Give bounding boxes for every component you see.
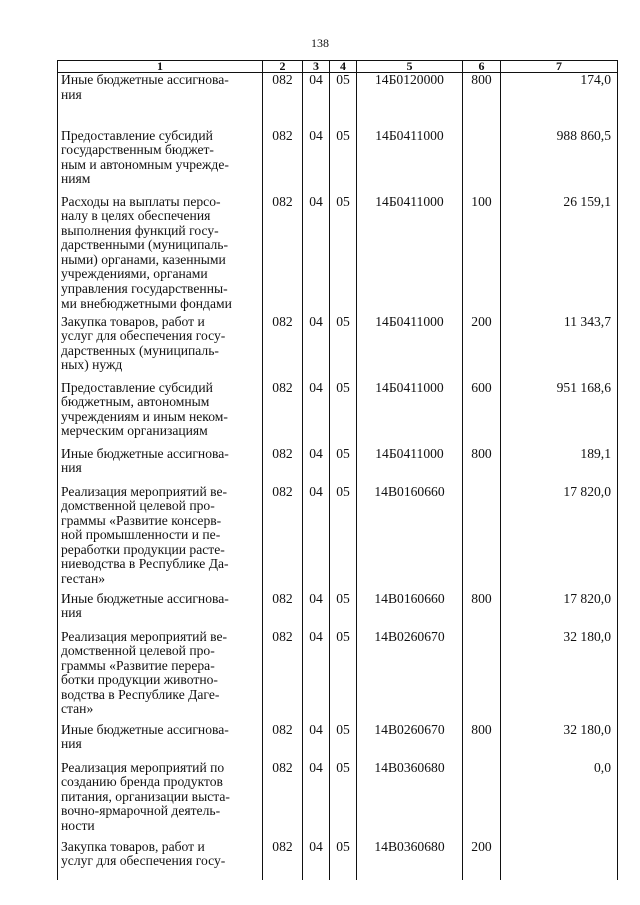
table-row [58, 381, 618, 447]
cell-expense-type [463, 761, 501, 840]
description-line: водства в Республике Даге- [61, 686, 220, 702]
table-body [58, 73, 618, 880]
cell-pr: 05 [330, 723, 357, 761]
cell-target-article: 14Б0120000 [357, 73, 463, 129]
cell-rz: 04 [303, 630, 330, 723]
cell-expense-type: 200 [463, 315, 501, 381]
description-line: ми внебюджетными фондами [61, 295, 232, 311]
description-line: ния [61, 605, 82, 621]
cell-target-article: 14В0360680 [357, 761, 463, 840]
row-description [58, 129, 263, 195]
header-col-1: 1 [58, 61, 263, 73]
description-line: Предоставление субсидий [61, 379, 213, 395]
description-line: реработки продукции расте- [61, 541, 225, 557]
budget-table [57, 60, 618, 880]
cell-expense-type [463, 485, 501, 592]
description-line: ной промышленности и пе- [61, 527, 221, 543]
description-line: Реализация мероприятий ве- [61, 483, 228, 499]
description-line: гестан» [61, 571, 106, 587]
row-description [58, 381, 263, 447]
description-line: Закупка товаров, работ и [61, 838, 205, 854]
cell-pr: 05 [330, 195, 357, 315]
description-line: ния [61, 460, 82, 476]
cell-amount: 17 820,0 [501, 485, 618, 592]
cell-amount: 0,0 [501, 761, 618, 840]
description-line: ниеводства в Республике Да- [61, 556, 229, 572]
cell-rz: 04 [303, 381, 330, 447]
description-line: Иные бюджетные ассигнова- [61, 721, 229, 737]
description-line: бюджетным, автономным [61, 394, 210, 410]
cell-rz: 04 [303, 447, 330, 485]
description-line: Иные бюджетные ассигнова- [61, 445, 229, 461]
cell-gr: 082 [263, 447, 303, 485]
header-col-4: 4 [330, 61, 357, 73]
cell-rz: 04 [303, 73, 330, 129]
row-description [58, 195, 263, 315]
cell-amount: 32 180,0 [501, 630, 618, 723]
table-row [58, 630, 618, 723]
cell-amount: 988 860,5 [501, 129, 618, 195]
description-line: ния [61, 736, 82, 752]
cell-rz: 04 [303, 761, 330, 840]
row-description [58, 630, 263, 723]
description-line: ными) органами, казенными [61, 251, 226, 267]
description-line: учреждениям и иным неком- [61, 408, 228, 424]
cell-gr: 082 [263, 195, 303, 315]
row-description [58, 315, 263, 381]
cell-gr: 082 [263, 723, 303, 761]
cell-target-article: 14Б0411000 [357, 195, 463, 315]
cell-gr: 082 [263, 129, 303, 195]
header-col-7: 7 [501, 61, 618, 73]
cell-amount: 174,0 [501, 73, 618, 129]
header-col-2: 2 [263, 61, 303, 73]
description-line: Реализация мероприятий ве- [61, 628, 228, 644]
row-description [58, 761, 263, 840]
cell-gr: 082 [263, 630, 303, 723]
cell-target-article: 14В0160660 [357, 592, 463, 630]
description-line: ных) нужд [61, 357, 123, 373]
header-col-6: 6 [463, 61, 501, 73]
cell-target-article: 14Б0411000 [357, 315, 463, 381]
page-number: 138 [311, 36, 329, 50]
description-line: мерческим организациям [61, 423, 208, 439]
cell-rz: 04 [303, 485, 330, 592]
description-line: ности [61, 817, 95, 833]
table-row [58, 485, 618, 592]
header-col-3: 3 [303, 61, 330, 73]
cell-amount: 11 343,7 [501, 315, 618, 381]
table-row [58, 195, 618, 315]
cell-gr: 082 [263, 485, 303, 592]
cell-pr: 05 [330, 129, 357, 195]
table-row [58, 447, 618, 485]
cell-target-article: 14В0360680 [357, 840, 463, 880]
cell-target-article: 14В0160660 [357, 485, 463, 592]
cell-rz: 04 [303, 195, 330, 315]
row-description [58, 592, 263, 630]
description-line: услуг для обеспечения госу- [61, 328, 226, 344]
cell-expense-type [463, 129, 501, 195]
cell-gr: 082 [263, 315, 303, 381]
cell-amount: 26 159,1 [501, 195, 618, 315]
cell-gr: 082 [263, 381, 303, 447]
cell-pr: 05 [330, 447, 357, 485]
cell-amount: 951 168,6 [501, 381, 618, 447]
description-line: дарственными (муниципаль- [61, 237, 229, 253]
cell-expense-type: 800 [463, 73, 501, 129]
cell-rz: 04 [303, 592, 330, 630]
cell-gr: 082 [263, 840, 303, 880]
description-line: домственной целевой про- [61, 643, 215, 659]
cell-gr: 082 [263, 592, 303, 630]
table-row [58, 840, 618, 880]
table-row [58, 723, 618, 761]
description-line: питания, организации выста- [61, 788, 230, 804]
description-line: ния [61, 86, 82, 102]
row-description [58, 485, 263, 592]
description-line: стан» [61, 701, 94, 717]
cell-target-article: 14В0260670 [357, 630, 463, 723]
row-description [58, 840, 263, 880]
row-description [58, 447, 263, 485]
cell-target-article: 14Б0411000 [357, 129, 463, 195]
cell-rz: 04 [303, 315, 330, 381]
cell-pr: 05 [330, 630, 357, 723]
cell-pr: 05 [330, 73, 357, 129]
description-line: Предоставление субсидий [61, 127, 213, 143]
description-line: Иные бюджетные ассигнова- [61, 590, 229, 606]
cell-expense-type [463, 630, 501, 723]
description-line: Реализация мероприятий по [61, 759, 225, 775]
cell-expense-type: 800 [463, 723, 501, 761]
cell-pr: 05 [330, 840, 357, 880]
description-line: ботки продукции животно- [61, 672, 218, 688]
table-row [58, 761, 618, 840]
cell-expense-type: 200 [463, 840, 501, 880]
description-line: управления государственны- [61, 281, 228, 297]
cell-rz: 04 [303, 723, 330, 761]
description-line: Иные бюджетные ассигнова- [61, 72, 229, 87]
cell-target-article: 14Б0411000 [357, 381, 463, 447]
description-line: налу в целях обеспечения [61, 208, 211, 224]
cell-gr: 082 [263, 73, 303, 129]
cell-expense-type: 800 [463, 592, 501, 630]
description-line: услуг для обеспечения госу- [61, 853, 226, 869]
cell-rz: 04 [303, 840, 330, 880]
cell-rz: 04 [303, 129, 330, 195]
cell-amount [501, 840, 618, 880]
cell-pr: 05 [330, 761, 357, 840]
description-line: вочно-ярмарочной деятель- [61, 803, 221, 819]
cell-expense-type: 800 [463, 447, 501, 485]
description-line: домственной целевой про- [61, 498, 215, 514]
description-line: Расходы на выплаты персо- [61, 193, 221, 209]
table-row [58, 129, 618, 195]
description-line: выполнения функций госу- [61, 222, 219, 238]
description-line: созданию бренда продуктов [61, 774, 223, 790]
description-line: ным и автономным учрежде- [61, 156, 229, 172]
table-row [58, 73, 618, 129]
cell-amount: 17 820,0 [501, 592, 618, 630]
row-description [58, 723, 263, 761]
cell-target-article: 14Б0411000 [357, 447, 463, 485]
description-line: граммы «Развитие консерв- [61, 512, 222, 528]
description-line: Закупка товаров, работ и [61, 313, 205, 329]
cell-expense-type: 100 [463, 195, 501, 315]
cell-pr: 05 [330, 485, 357, 592]
cell-gr: 082 [263, 761, 303, 840]
description-line: граммы «Развитие перера- [61, 657, 215, 673]
description-line: дарственных (муниципаль- [61, 342, 219, 358]
cell-expense-type: 600 [463, 381, 501, 447]
description-line: государственным бюджет- [61, 142, 214, 158]
cell-pr: 05 [330, 315, 357, 381]
cell-target-article: 14В0260670 [357, 723, 463, 761]
description-line: учреждениями, органами [61, 266, 208, 282]
cell-amount: 189,1 [501, 447, 618, 485]
table-header [58, 61, 618, 73]
table-row [58, 592, 618, 630]
header-col-5: 5 [357, 61, 463, 73]
table-row [58, 315, 618, 381]
description-line: ниям [61, 171, 91, 187]
cell-amount: 32 180,0 [501, 723, 618, 761]
cell-pr: 05 [330, 592, 357, 630]
row-description [58, 73, 263, 129]
cell-pr: 05 [330, 381, 357, 447]
